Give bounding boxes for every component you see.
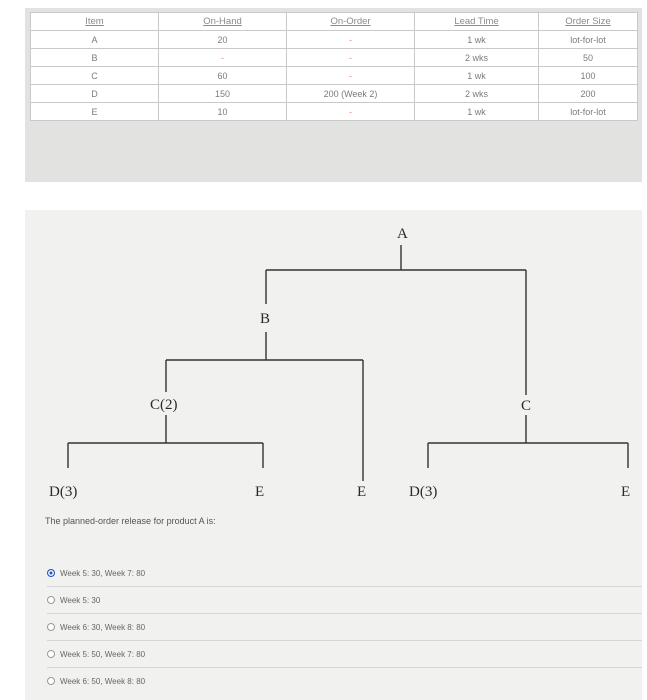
radio-icon[interactable] [47, 677, 55, 685]
question-text: The planned-order release for product A is: [45, 516, 216, 526]
cell-lead-time: 1 wk [415, 103, 539, 121]
cell-order-size: 50 [539, 49, 638, 67]
cell-on-order: - [287, 31, 415, 49]
cell-lead-time: 2 wks [415, 85, 539, 103]
cell-item: E [31, 103, 159, 121]
cell-order-size: lot-for-lot [539, 103, 638, 121]
table-row [31, 49, 638, 67]
header-item: Item [31, 13, 159, 31]
tree-node-d3-left: D(3) [49, 484, 78, 500]
header-lead-time: Lead Time [415, 13, 539, 31]
tree-node-e-under-c2: E [255, 484, 265, 500]
cell-order-size: 100 [539, 67, 638, 85]
table-row [31, 31, 638, 49]
cell-item: B [31, 49, 159, 67]
cell-on-order: - [287, 49, 415, 67]
table-row [31, 67, 638, 85]
cell-on-order: - [287, 103, 415, 121]
header-order-size: Order Size [539, 13, 638, 31]
answer-options [47, 560, 642, 694]
cell-order-size: 200 [539, 85, 638, 103]
cell-lead-time: 1 wk [415, 67, 539, 85]
tree-node-a: A [397, 226, 408, 242]
table-header-row [31, 13, 638, 31]
cell-item: D [31, 85, 159, 103]
answer-option-label: Week 6: 30, Week 8: 80 [60, 622, 146, 632]
tree-node-e-right: E [621, 484, 631, 500]
tree-node-c: C [521, 398, 532, 414]
radio-icon[interactable] [47, 596, 55, 604]
cell-on-hand: 150 [159, 85, 287, 103]
cell-lead-time: 2 wks [415, 49, 539, 67]
radio-icon[interactable] [47, 650, 55, 658]
answer-option-label: Week 5: 30 [60, 595, 101, 605]
cell-on-hand: 10 [159, 103, 287, 121]
cell-order-size: lot-for-lot [539, 31, 638, 49]
header-on-hand: On-Hand [159, 13, 287, 31]
tree-node-e-under-b: E [357, 484, 367, 500]
product-structure-tree [25, 210, 642, 510]
answer-option-label: Week 5: 50, Week 7: 80 [60, 649, 146, 659]
answer-option-4[interactable] [47, 641, 642, 668]
answer-option-3[interactable] [47, 614, 642, 641]
cell-on-order: 200 (Week 2) [287, 85, 415, 103]
answer-option-label: Week 5: 30, Week 7: 80 [60, 568, 146, 578]
tree-node-b: B [260, 311, 271, 327]
cell-item: C [31, 67, 159, 85]
cell-lead-time: 1 wk [415, 31, 539, 49]
table-row [31, 85, 638, 103]
radio-selected-icon[interactable] [47, 569, 55, 577]
answer-option-5[interactable] [47, 668, 642, 694]
cell-on-order: - [287, 67, 415, 85]
cell-on-hand: 60 [159, 67, 287, 85]
inventory-table-panel [25, 8, 642, 182]
cell-item: A [31, 31, 159, 49]
table-row [31, 103, 638, 121]
cell-on-hand: 20 [159, 31, 287, 49]
answer-option-2[interactable] [47, 587, 642, 614]
tree-node-c2: C(2) [150, 397, 178, 413]
question-panel [25, 210, 642, 700]
header-on-order: On-Order [287, 13, 415, 31]
answer-option-1[interactable] [47, 560, 642, 587]
tree-node-d3-right: D(3) [409, 484, 438, 500]
cell-on-hand: - [159, 49, 287, 67]
answer-option-label: Week 6: 50, Week 8: 80 [60, 676, 146, 686]
inventory-table [30, 12, 638, 121]
radio-icon[interactable] [47, 623, 55, 631]
